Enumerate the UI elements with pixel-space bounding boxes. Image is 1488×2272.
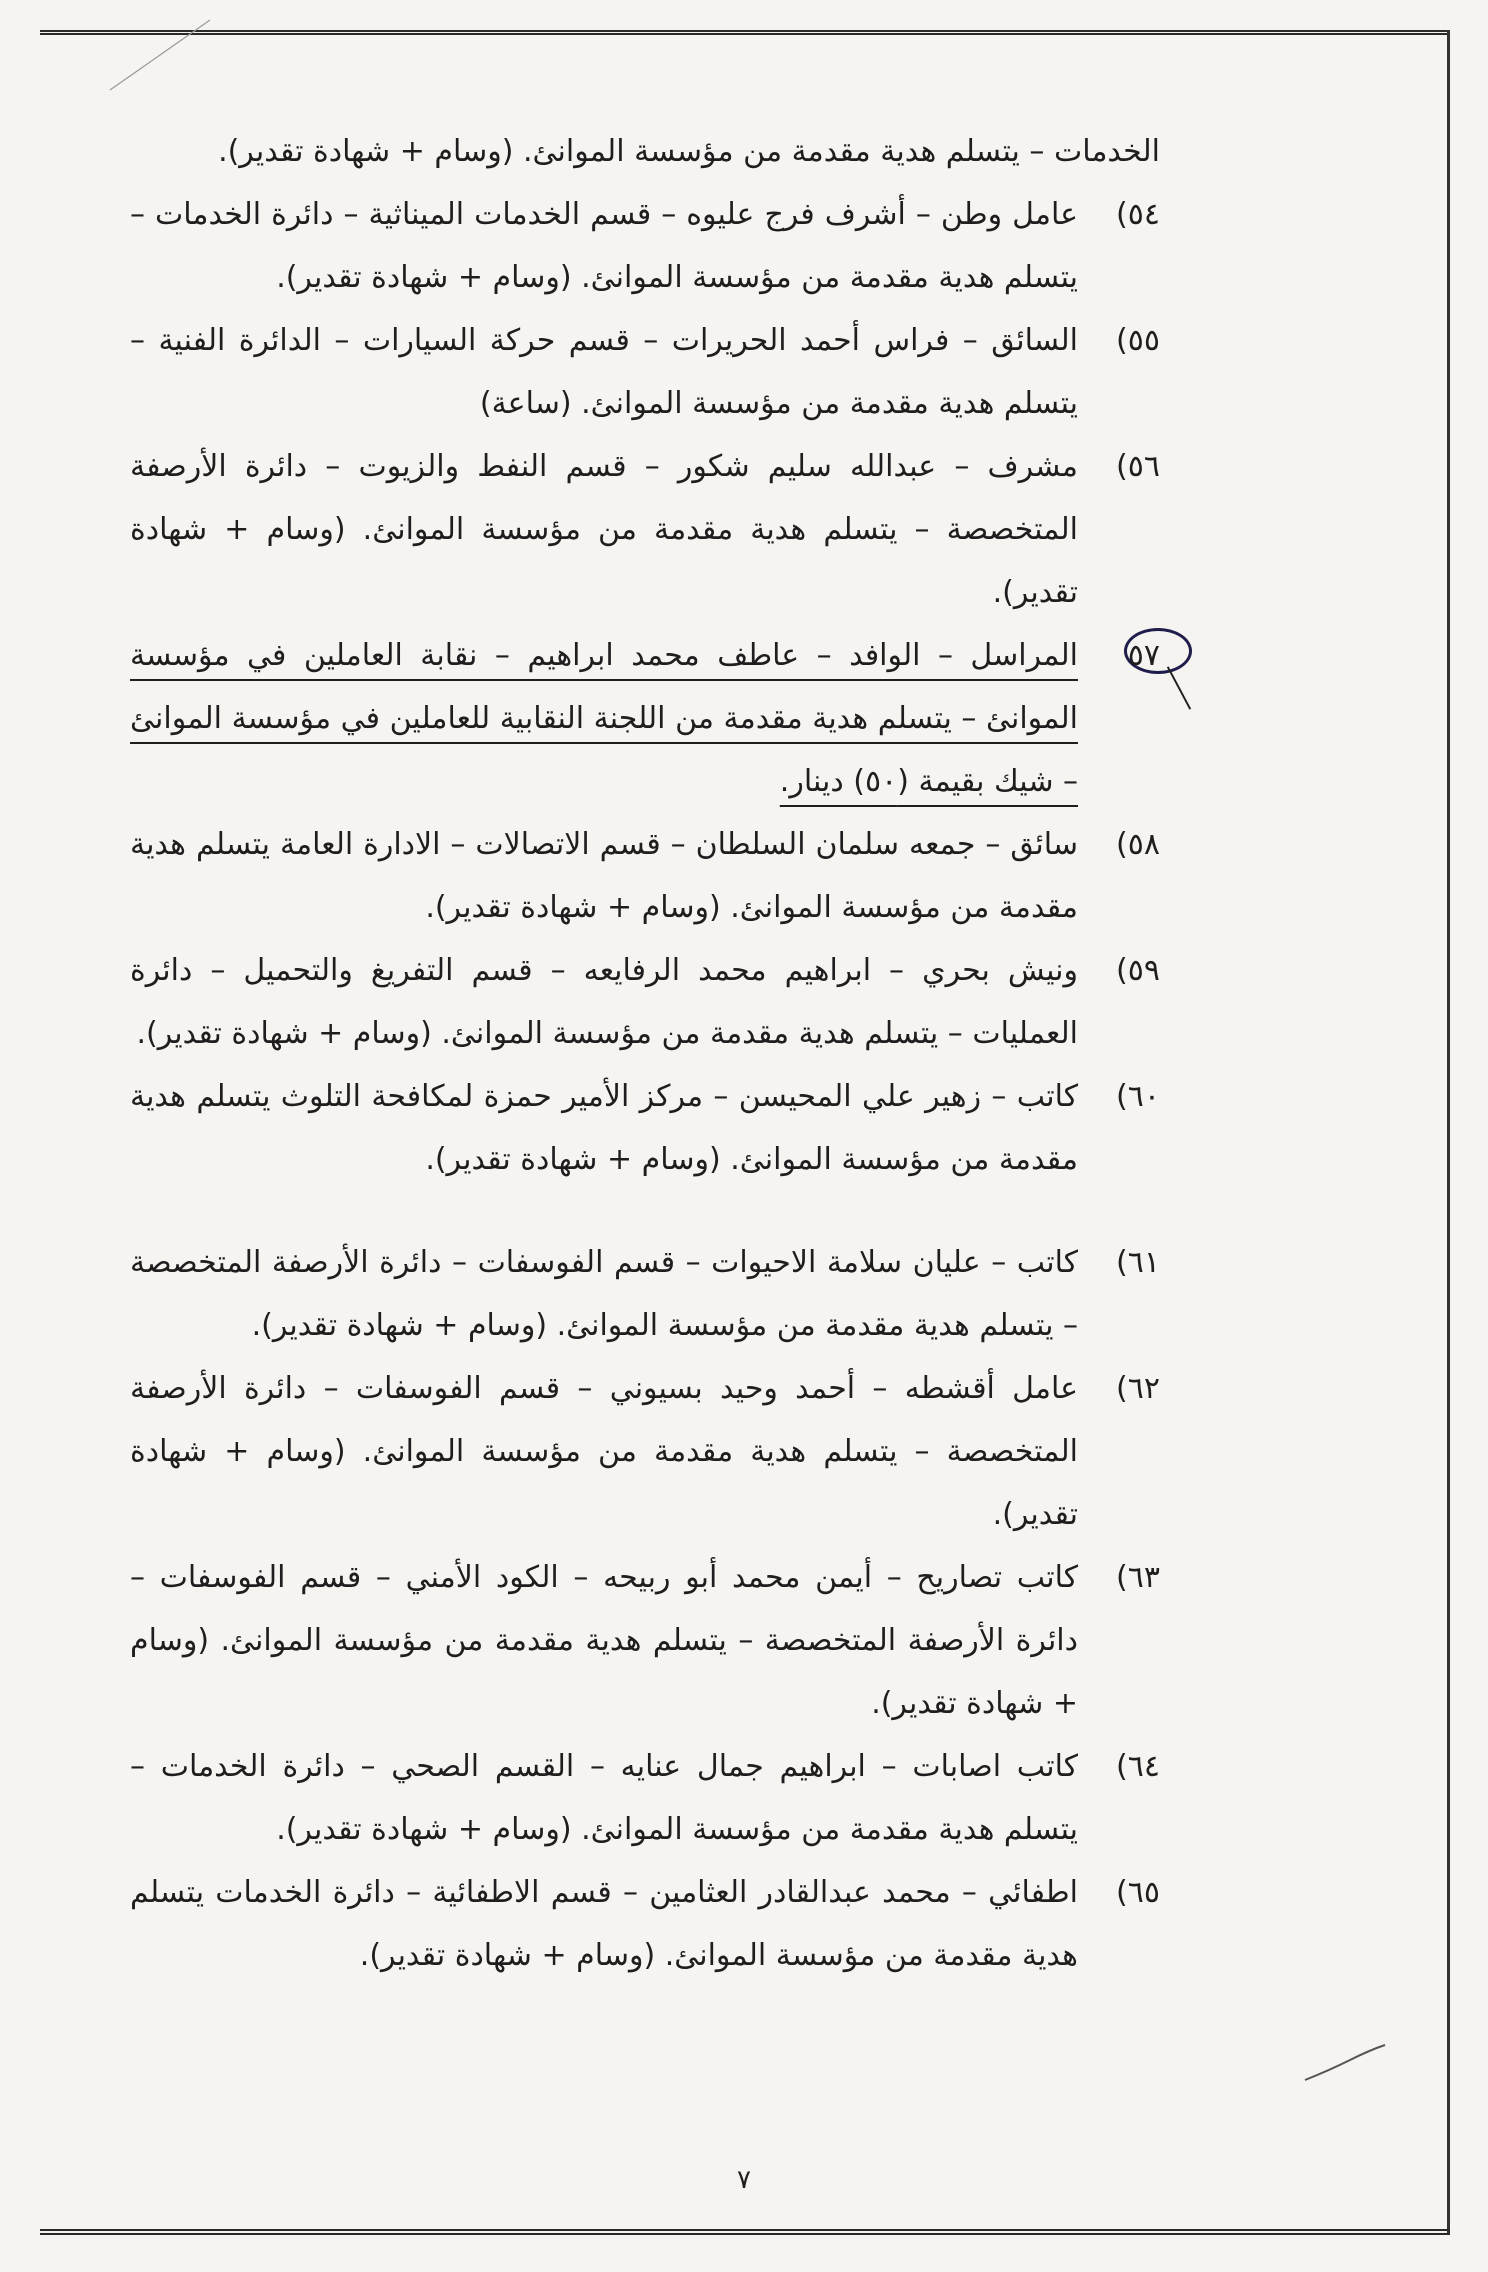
item-text: اطفائي – محمد عبدالقادر العثامين – قسم الاطفائية – دائرة الخدمات يتسلم هدية مقدمة من مؤسسة الموانئ. (وسام + شهادة تقدير). xyxy=(130,1875,1078,1973)
list-item-64 xyxy=(130,1735,1160,1861)
spacer xyxy=(130,1191,1160,1231)
item-text: كاتب – زهير علي المحيسن – مركز الأمير حمزة لمكافحة التلوث يتسلم هدية مقدمة من مؤسسة الموانئ. (وسام + شهادة تقدير). xyxy=(130,1079,1078,1177)
item-text: الخدمات – يتسلم هدية مقدمة من مؤسسة الموانئ. (وسام + شهادة تقدير). xyxy=(218,134,1160,169)
item-number: ٦٣) xyxy=(1116,1560,1160,1595)
list-item-61 xyxy=(130,1231,1160,1357)
right-border xyxy=(1447,30,1450,2235)
top-border xyxy=(40,30,1450,35)
item-number: ٥٦) xyxy=(1116,449,1160,484)
item-number: ٥٤) xyxy=(1116,197,1160,232)
item-text: كاتب – عليان سلامة الاحيوات – قسم الفوسفات – دائرة الأرصفة المتخصصة – يتسلم هدية مقدمة من مؤسسة الموانئ. (وسام + شهادة تقدير). xyxy=(130,1245,1078,1343)
item-number: ٥٩) xyxy=(1116,953,1160,988)
list-item-65 xyxy=(130,1861,1160,1987)
item-number: ٥٥) xyxy=(1116,323,1160,358)
list-item-63 xyxy=(130,1546,1160,1735)
list-item-55 xyxy=(130,309,1160,435)
list-item-62 xyxy=(130,1357,1160,1546)
pen-stroke-top xyxy=(100,15,220,95)
document-body xyxy=(130,120,1160,1987)
page-number: ٧ xyxy=(737,2165,751,2195)
item-text: السائق – فراس أحمد الحريرات – قسم حركة السيارات – الدائرة الفنية – يتسلم هدية مقدمة من مؤسسة الموانئ. (ساعة) xyxy=(130,323,1078,421)
list-item-54 xyxy=(130,183,1160,309)
item-number: ٦٥) xyxy=(1116,1875,1160,1910)
item-text: كاتب تصاريح – أيمن محمد أبو ربيحه – الكود الأمني – قسم الفوسفات – دائرة الأرصفة المتخصصة – يتسلم هدية مقدمة من مؤسسة الموانئ. (وسام + شهادة تقدير). xyxy=(130,1560,1078,1721)
item-number: ٦٤) xyxy=(1116,1749,1160,1784)
item-number: ٥٧ xyxy=(1127,638,1160,673)
item-text: سائق – جمعه سلمان السلطان – قسم الاتصالات – الادارة العامة يتسلم هدية مقدمة من مؤسسة الموانئ. (وسام + شهادة تقدير). xyxy=(130,827,1078,925)
list-item-59 xyxy=(130,939,1160,1065)
list-item-60 xyxy=(130,1065,1160,1191)
list-item-53-continuation xyxy=(130,120,1160,183)
item-number: ٦١) xyxy=(1116,1245,1160,1280)
item-text: مشرف – عبدالله سليم شكور – قسم النفط والزيوت – دائرة الأرصفة المتخصصة – يتسلم هدية مقدمة من مؤسسة الموانئ. (وسام + شهادة تقدير). xyxy=(130,449,1078,610)
item-text: كاتب اصابات – ابراهيم جمال عنايه – القسم الصحي – دائرة الخدمات – يتسلم هدية مقدمة من مؤسسة الموانئ. (وسام + شهادة تقدير). xyxy=(130,1749,1078,1847)
list-item-57-highlighted xyxy=(130,624,1160,813)
item-number: ٦٢) xyxy=(1116,1371,1160,1406)
list-item-56 xyxy=(130,435,1160,624)
bottom-border xyxy=(40,2229,1450,2235)
item-text: المراسل – الوافد – عاطف محمد ابراهيم – نقابة العاملين في مؤسسة الموانئ – يتسلم هدية مقدمة من اللجنة النقابية للعاملين في مؤسسة الموانئ – شيك بقيمة (٥٠) دينار. xyxy=(130,638,1078,799)
item-number: ٥٨) xyxy=(1116,827,1160,862)
pen-scratch-mark xyxy=(1300,2040,1390,2090)
list-item-58 xyxy=(130,813,1160,939)
item-text: عامل وطن – أشرف فرج عليوه – قسم الخدمات الميناثية – دائرة الخدمات – يتسلم هدية مقدمة من مؤسسة الموانئ. (وسام + شهادة تقدير). xyxy=(130,197,1078,295)
item-text: عامل أقشطه – أحمد وحيد بسيوني – قسم الفوسفات – دائرة الأرصفة المتخصصة – يتسلم هدية مقدمة من مؤسسة الموانئ. (وسام + شهادة تقدير). xyxy=(130,1371,1078,1532)
item-text: ونيش بحري – ابراهيم محمد الرفايعه – قسم التفريغ والتحميل – دائرة العمليات – يتسلم هدية مقدمة من مؤسسة الموانئ. (وسام + شهادة تقدير). xyxy=(130,953,1078,1051)
item-number: ٦٠) xyxy=(1116,1079,1160,1114)
